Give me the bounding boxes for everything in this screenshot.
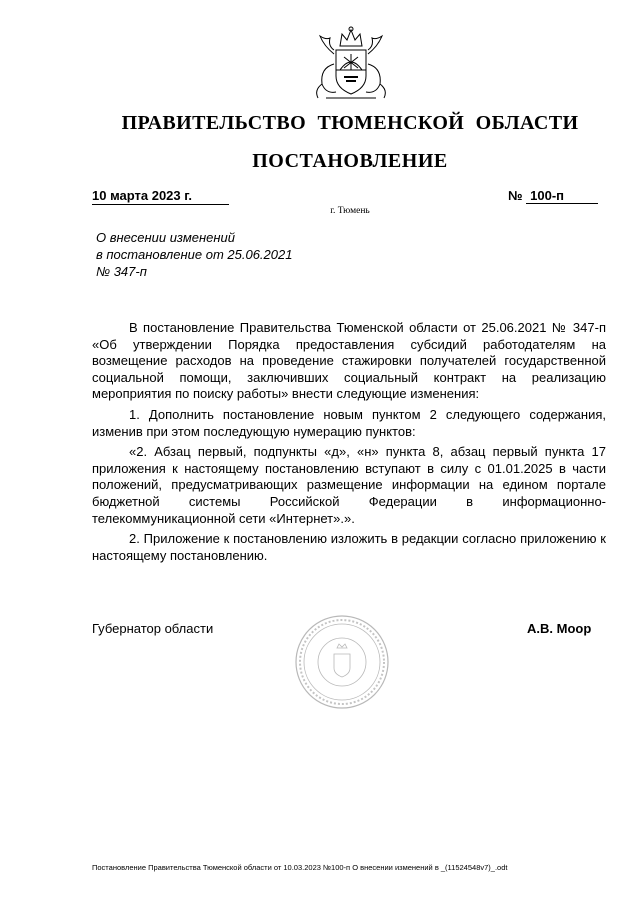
document-body <box>92 320 606 568</box>
subject-line: в постановление от 25.06.2021 <box>96 247 293 262</box>
document-number <box>508 188 598 204</box>
coat-of-arms-emblem <box>296 24 406 104</box>
official-seal-stamp <box>294 614 390 710</box>
subject-line: О внесении изменений <box>96 230 235 245</box>
document-subject <box>96 229 292 280</box>
footer-file-reference: Постановление Правительства Тюменской области от 10.03.2023 №100-п О внесении изменений в _(11524548v7)_.odt <box>92 863 508 872</box>
government-title: ПРАВИТЕЛЬСТВО ТЮМЕНСКОЙ ОБЛАСТИ <box>121 112 579 134</box>
body-paragraph: 1. Дополнить постановление новым пунктом 2 следующего содержания, изменив при этом последующую нумерацию пунктов: <box>92 406 606 439</box>
subject-line: № 347-п <box>96 264 147 279</box>
signatory-position: Губернатор области <box>92 621 214 636</box>
body-paragraph: 2. Приложение к постановлению изложить в редакции согласно приложению к настоящему постановлению. <box>92 531 606 563</box>
signatory-name: А.В. Моор <box>527 621 592 636</box>
body-paragraph: В постановление Правительства Тюменской области от 25.06.2021 № 347-п «Об утверждении Порядка предоставления субсидий работодателям на возмещение расходов на проведение стажировки получателей государственной социальной помощи, заключивших социальный контракт на реализацию мероприятия по поиску работы» внести следующие изменения: <box>92 320 606 402</box>
document-date: 10 марта 2023 г. <box>92 188 229 205</box>
document-type-title: ПОСТАНОВЛЕНИЕ <box>252 150 448 172</box>
number-label: № <box>508 188 523 203</box>
body-paragraph: «2. Абзац первый, подпункты «д», «н» пункта 8, абзац первый пункта 17 приложения к настоящему постановлению вступают в силу с 01.01.2025 в части положений, предусматривающих размещение информации на едином портале бюджетной системы Российской Федерации в информационно-телекоммуникационной сети «Интернет».». <box>92 444 606 526</box>
city-label: г. Тюмень <box>330 206 370 216</box>
number-value: 100-п <box>526 188 598 204</box>
